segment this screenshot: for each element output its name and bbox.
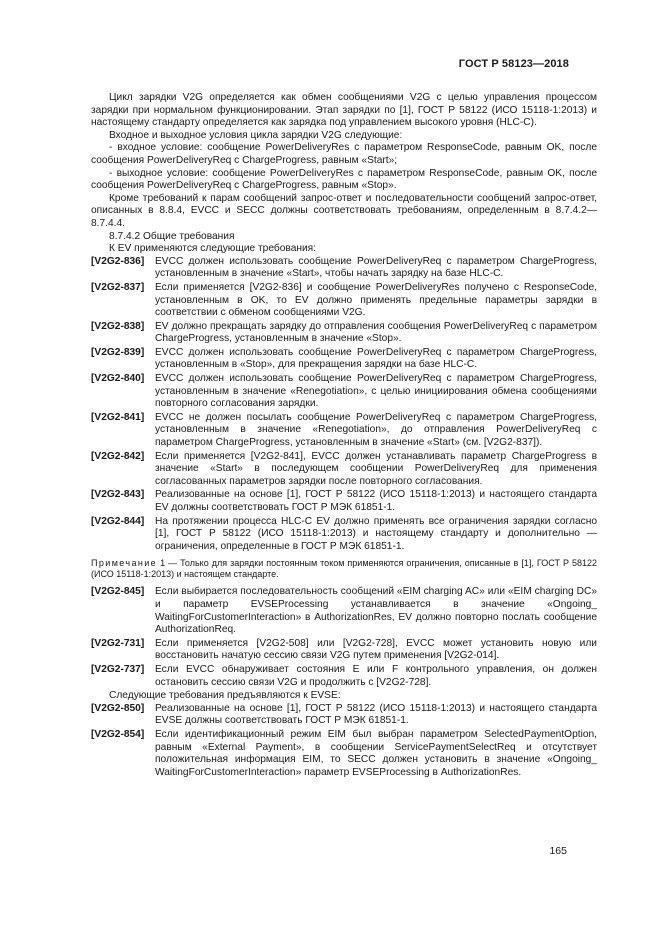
note-paragraph [91, 558, 597, 580]
requirement-id: [V2G2-850] [91, 702, 145, 714]
note-label: Примечание [91, 558, 158, 569]
note-text: 1 — Только для зарядки постоянным током применяются ограничения, описанные в [1], ГОСТ Р 58122 (ИСО 15118-1:2013) и настоящем стандарте. [91, 558, 597, 580]
requirement-id: [V2G2-845] [91, 586, 145, 598]
requirement-text: Реализованные на основе [1], ГОСТ Р 58122 (ИСО 15118-1:2013) и настоящего стандарта EV должны соответствовать ГОСТ Р МЭК 61851-1. [155, 489, 597, 513]
requirement-item [91, 373, 597, 411]
requirement-text: Если идентификационный режим EIM был выбран параметром SelectedPaymentOption, равным «External Payment», в сообщении ServicePaymentSelectReq и отсутствует положительная информация EIM, то SECC должен установить в значение «Ongoing_ WaitingForCustomerInteraction» параметр EVSEProcessing в AuthorizationRes. [155, 728, 597, 778]
ev-requirements-lead: К EV применяются следующие требования: [109, 243, 317, 255]
requirement-id: [V2G2-837] [91, 281, 145, 293]
requirement-item [91, 638, 597, 663]
requirement-item [91, 516, 597, 554]
requirement-text: Если применяется [V2G2-508] или [V2G2-728], EVCC может установить новую или восстановить начатую сессию связи V2G путем применения [V2G2-014]. [155, 637, 597, 662]
requirement-id: [V2G2-843] [91, 489, 145, 501]
requirement-text: На протяжении процесса HLC-C EV должно применять все ограничения зарядки согласно [1], ГОСТ Р 58122 (ИСО 15118-1:2013) и настоящему стандарту и дополнительно — ограничения, определенные в ГОСТ Р МЭК 61851-1. [155, 515, 597, 552]
requirement-id: [V2G2-731] [91, 637, 145, 649]
requirement-id: [V2G2-838] [91, 320, 145, 332]
requirement-id: [V2G2-836] [91, 255, 145, 267]
entry-condition: - входное условие: сообщение PowerDeliveryRes с параметром ResponseCode, равным OK, после сообщения PowerDeliveryReq с ChargeProgress, равным «Start»; [91, 142, 597, 166]
requirement-item [91, 412, 597, 450]
page-number: 165 [549, 845, 567, 857]
evse-requirements-lead: Следующие требования предъявляются к EVSE: [109, 690, 341, 702]
ev-requirements-list [91, 256, 597, 554]
requirement-item [91, 321, 597, 346]
requirement-id: [V2G2-737] [91, 663, 145, 675]
intro-paragraph: Цикл зарядки V2G определяется как обмен сообщениями V2G с целью управления процессом зарядки при нормальном функционировании. Этап зарядки по [1], ГОСТ Р 58122 (ИСО 15118-1:2013) и настоящему стандарту определяется как зарядка под управлением высокого уровня (HLC-C). [91, 92, 597, 129]
requirement-text: EVCC не должен посылать сообщение PowerDeliveryReq с параметром ChargeProgress, установленным в значение «Renegotiation», до отправления PowerDeliveryReq с параметром ChargeProgress, установленным в значение «Start» (см. [V2G2-837]). [155, 411, 597, 449]
requirement-text: Реализованные на основе [1], ГОСТ Р 58122 (ИСО 15118-1:2013) и настоящего стандарта EVSE должны соответствовать ГОСТ Р МЭК 61851-1. [155, 702, 597, 727]
conditions-lead: Входное и выходное условия цикла зарядки V2G следующие: [109, 129, 403, 141]
requirement-text: Если применяется [V2G2-841], EVCC должен устанавливать параметр ChargeProgress в значение «Start» в последующем сообщении PowerDeliveryReq для применения согласованных параметров зарядки после повторного согласования. [155, 450, 597, 487]
ev-requirements-list-continued [91, 586, 597, 689]
document-body [91, 92, 597, 780]
requirements-scope-paragraph: Кроме требований к парам сообщений запрос-ответ и последовательности сообщений запрос-ответ, описанных в 8.8.4, EVCC и SECC должны соответствовать требованиям, определенным в 8.7.4.2—8.7.4.4. [91, 192, 597, 229]
requirement-item [91, 256, 597, 281]
requirement-id: [V2G2-841] [91, 411, 145, 423]
requirement-text: EVCC должен использовать сообщение PowerDeliveryReq с параметром ChargeProgress, установленным в «Stop», для прекращения зарядки на базе HLC-C. [155, 346, 597, 371]
requirement-id: [V2G2-842] [91, 450, 145, 462]
requirement-text: EVCC должен использовать сообщение PowerDeliveryReq с параметром ChargeProgress, установленным в значение «Start», чтобы начать зарядку на базе HLC-C. [155, 255, 597, 280]
requirement-id: [V2G2-839] [91, 346, 145, 358]
requirement-item [91, 282, 597, 320]
requirement-id: [V2G2-844] [91, 515, 145, 527]
requirement-text: EVCC должен использовать сообщение PowerDeliveryReq с параметром ChargeProgress, установленным в значение «Renegotiation», с целью инициирования обмена сообщениями повторного согласования зарядки. [155, 373, 597, 410]
requirement-item [91, 664, 597, 689]
requirement-text: EV должно прекращать зарядку до отправления сообщения PowerDeliveryReq с параметром ChargeProgress, установленным в значение «Stop». [155, 320, 597, 345]
requirement-item [91, 703, 597, 728]
requirement-text: Если EVCC обнаруживает состояния E или F контрольного управления, он должен остановить сессию связи V2G и продолжить с [V2G2-728]. [155, 663, 597, 688]
requirement-text: Если применяется [V2G2-836] и сообщение PowerDeliveryRes получено с ResponseCode, установленным в OK, то EV должно применять предельные параметры зарядки в соответствии с обменом сообщениями V2G. [155, 281, 597, 319]
requirement-id: [V2G2-854] [91, 728, 145, 740]
requirement-item [91, 586, 597, 636]
section-heading: 8.7.4.2 Общие требования [109, 230, 235, 242]
evse-requirements-list [91, 703, 597, 780]
standard-header: ГОСТ Р 58123—2018 [458, 58, 569, 70]
requirement-text: Если выбирается последовательность сообщений «EIM charging AC» или «EIM charging DC» и параметр EVSEProcessing устанавливается в значение «Ongoing_ WaitingForCustomerInteraction» в AuthorizationRes, EV должно повторно послать сообщение AuthorizationReq. [155, 586, 597, 636]
requirement-item [91, 729, 597, 779]
requirement-item [91, 489, 597, 514]
exit-condition: - выходное условие: сообщение PowerDeliveryRes с параметром ResponseCode, равным OK, после сообщения PowerDeliveryReq с ChargeProgress, равным «Stop». [91, 167, 597, 192]
requirement-id: [V2G2-840] [91, 373, 145, 385]
requirement-item [91, 451, 597, 489]
requirement-item [91, 347, 597, 372]
